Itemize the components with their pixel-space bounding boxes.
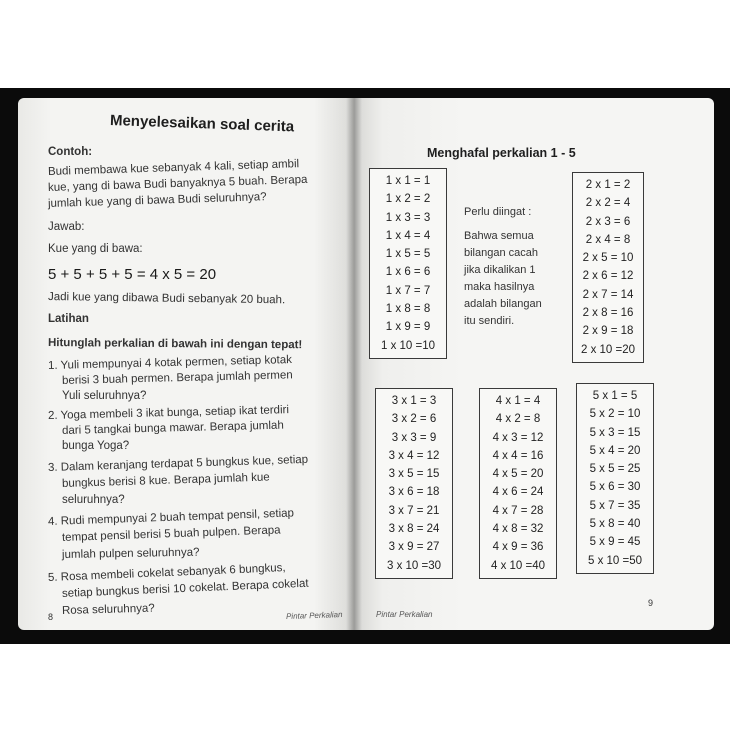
question-line: bunga Yoga? xyxy=(62,440,130,452)
question-line: seluruhnya? xyxy=(62,494,125,506)
table-row: 3 x 1 = 3 xyxy=(391,395,437,407)
table-row: 4 x 4 = 16 xyxy=(492,449,544,462)
question-line: berisi 3 buah permen. Berapa jumlah permen xyxy=(61,369,293,387)
example-line: Budi membawa kue sebanyak 4 kali, setiap ambil xyxy=(47,158,300,178)
table-row: 1 x 9 = 9 xyxy=(385,321,431,334)
question-line: Yuli seluruhnya? xyxy=(62,390,147,402)
multiplication-table-2 xyxy=(572,172,644,363)
table-row: 3 x 7 = 21 xyxy=(388,504,440,517)
table-row: 2 x 1 = 2 xyxy=(585,179,631,191)
question-line: 1. Yuli mempunyai 4 kotak permen, setiap kotak xyxy=(47,354,293,372)
table-row: 3 x 6 = 18 xyxy=(388,486,440,499)
table-row: 5 x 4 = 20 xyxy=(589,444,641,457)
page-title: Menyelesaikan soal cerita xyxy=(109,112,295,136)
table-row: 1 x 5 = 5 xyxy=(385,248,431,261)
note-line: adalah bilangan xyxy=(464,298,542,310)
table-row: 1 x 2 = 2 xyxy=(385,193,431,206)
table-row: 2 x 5 = 10 xyxy=(582,252,634,265)
table-row: 3 x 8 = 24 xyxy=(388,523,440,536)
table-row: 1 x 1 = 1 xyxy=(385,175,431,187)
question-line: dari 5 tangkai bunga mawar. Berapa jumlah xyxy=(61,419,284,437)
question-line: Rosa seluruhnya? xyxy=(61,602,155,617)
table-row: 4 x 9 = 36 xyxy=(492,541,544,554)
example-line: jumlah kue yang di bawa Budi seluruhnya? xyxy=(47,191,267,210)
table-row: 4 x 10 =40 xyxy=(490,559,546,572)
table-row: 3 x 4 = 12 xyxy=(388,449,440,462)
table-row: 5 x 6 = 30 xyxy=(589,481,641,494)
table-row: 5 x 7 = 35 xyxy=(589,499,641,512)
note-line: Bahwa semua xyxy=(464,230,534,242)
book-gutter xyxy=(346,98,362,630)
table-row: 2 x 6 = 12 xyxy=(582,270,634,283)
question-line: 4. Rudi mempunyai 2 buah tempat pensil, setiap xyxy=(47,507,295,528)
note-line: maka hasilnya xyxy=(464,281,535,293)
table-row: 1 x 6 = 6 xyxy=(385,266,431,279)
conclusion: Jadi kue yang dibawa Budi sebanyak 20 buah. xyxy=(47,291,286,307)
table-row: 5 x 2 = 10 xyxy=(589,408,641,421)
example-equation: 5 + 5 + 5 + 5 = 4 x 5 = 20 xyxy=(48,266,217,283)
table-row: 5 x 8 = 40 xyxy=(589,518,641,531)
multiplication-table-5 xyxy=(576,383,654,574)
page-footer: Pintar Perkalian xyxy=(376,610,433,619)
table-row: 4 x 3 = 12 xyxy=(492,431,544,444)
table-row: 4 x 5 = 20 xyxy=(492,468,544,481)
table-row: 2 x 7 = 14 xyxy=(582,288,634,301)
table-row: 5 x 1 = 5 xyxy=(592,390,638,402)
table-row: 1 x 10 =10 xyxy=(380,339,436,352)
example-heading: Contoh: xyxy=(48,146,93,158)
table-row: 2 x 3 = 6 xyxy=(585,215,631,228)
exercise-instruction: Hitunglah perkalian di bawah ini dengan tepat! xyxy=(47,337,303,352)
question-line: jumlah pulpen seluruhnya? xyxy=(61,546,200,561)
table-row: 2 x 9 = 18 xyxy=(582,325,634,338)
table-row: 5 x 10 =50 xyxy=(587,554,643,567)
exercise-heading: Latihan xyxy=(48,313,89,325)
table-row: 4 x 7 = 28 xyxy=(492,504,544,517)
question-line: 2. Yoga membeli 3 ikat bunga, setiap ikat terdiri xyxy=(47,404,290,422)
table-row: 4 x 1 = 4 xyxy=(495,395,541,407)
answer-line: Kue yang di bawa: xyxy=(48,243,143,255)
book-photo xyxy=(0,88,730,644)
table-row: 5 x 9 = 45 xyxy=(589,536,641,549)
table-row: 4 x 8 = 32 xyxy=(492,523,544,536)
table-row: 2 x 10 =20 xyxy=(580,343,636,356)
answer-label: Jawab: xyxy=(48,221,85,233)
multiplication-table-1 xyxy=(369,168,447,359)
multiplication-table-4 xyxy=(479,388,557,579)
table-row: 5 x 3 = 15 xyxy=(589,426,641,439)
multiplication-table-3 xyxy=(375,388,453,579)
table-row: 1 x 7 = 7 xyxy=(385,284,431,297)
table-row: 4 x 2 = 8 xyxy=(495,413,541,426)
note-heading: Perlu diingat : xyxy=(464,206,532,218)
question-line: 3. Dalam keranjang terdapat 5 bungkus kue, setiap xyxy=(47,453,309,474)
example-line: kue, yang di bawa Budi banyaknya 5 buah. Berapa xyxy=(47,173,308,194)
table-row: 1 x 4 = 4 xyxy=(385,229,431,242)
table-row: 5 x 5 = 25 xyxy=(589,463,641,476)
question-line: tempat pensil berisi 5 buah pulpen. Berapa xyxy=(61,524,281,544)
question-line: setiap bungkus berisi 10 cokelat. Berapa cokelat xyxy=(61,577,309,600)
page-number: 9 xyxy=(648,598,654,608)
table-row: 3 x 5 = 15 xyxy=(388,468,440,481)
table-row: 3 x 10 =30 xyxy=(386,559,442,572)
table-row: 1 x 8 = 8 xyxy=(385,303,431,316)
question-line: bungkus berisi 8 kue. Berapa jumlah kue xyxy=(61,471,270,490)
page-number: 8 xyxy=(48,612,54,622)
right-page xyxy=(354,98,714,630)
table-row: 2 x 4 = 8 xyxy=(585,233,631,246)
left-page xyxy=(18,98,354,630)
table-row: 1 x 3 = 3 xyxy=(385,211,431,224)
table-row: 3 x 3 = 9 xyxy=(391,431,437,444)
table-row: 2 x 2 = 4 xyxy=(585,197,631,210)
page-title: Menghafal perkalian 1 - 5 xyxy=(427,146,576,160)
table-row: 2 x 8 = 16 xyxy=(582,307,634,320)
note-line: jika dikalikan 1 xyxy=(464,264,536,276)
question-line: 5. Rosa membeli cokelat sebanyak 6 bungkus, xyxy=(47,562,286,584)
note-line: bilangan cacah xyxy=(464,247,539,259)
table-row: 4 x 6 = 24 xyxy=(492,486,544,499)
note-line: itu sendiri. xyxy=(464,315,515,327)
table-row: 3 x 2 = 6 xyxy=(391,413,437,426)
table-row: 3 x 9 = 27 xyxy=(388,541,440,554)
page-footer: Pintar Perkalian xyxy=(285,610,343,621)
